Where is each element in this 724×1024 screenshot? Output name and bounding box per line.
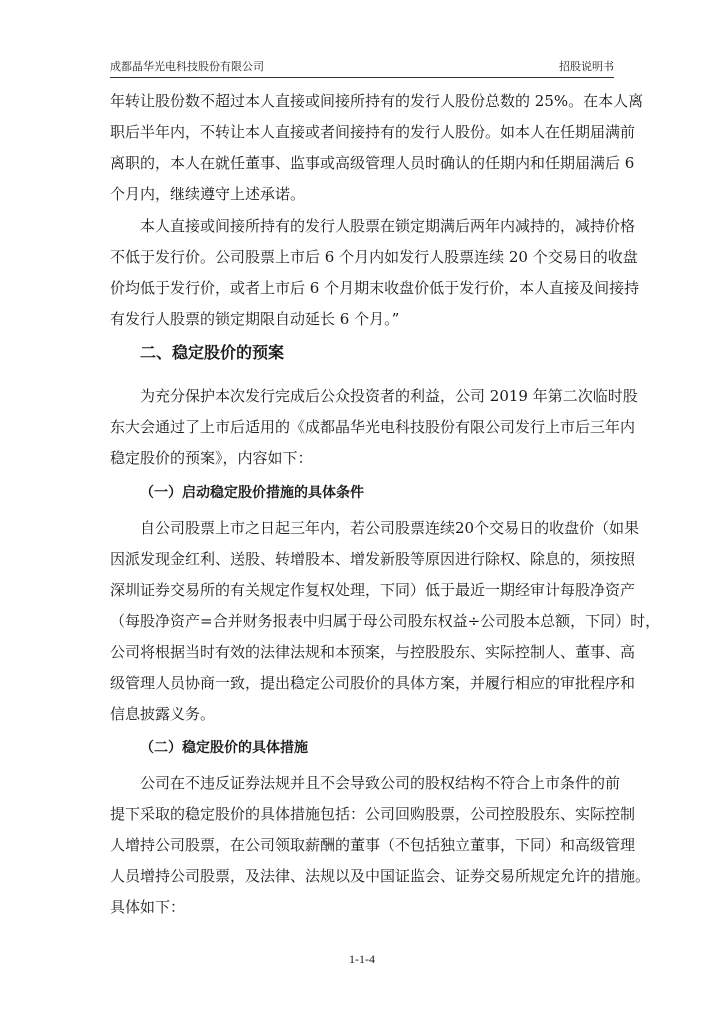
paragraph-line: 人员增持公司股票，及法律、法规以及中国证监会、证券交易所规定允许的措施。 — [110, 867, 651, 885]
subsection-heading: （二）稳定股价的具体措施 — [140, 740, 308, 756]
paragraph-line: 因派发现金红利、送股、转增股本、增发新股等原因进行除权、除息的，须按照 — [110, 550, 636, 568]
paragraph-line: 东大会通过了上市后适用的《成都晶华光电科技股份有限公司发行上市后三年内 — [110, 418, 636, 436]
paragraph-line: 职后半年内，不转让本人直接或者间接持有的发行人股份。如本人在任期届满前 — [110, 123, 636, 141]
paragraph-line: 级管理人员协商一致，提出稳定公司股价的具体方案，并履行相应的审批程序和 — [110, 674, 636, 692]
page-number: 1-1-4 — [349, 952, 375, 966]
paragraph-line: 信息披露义务。 — [110, 705, 216, 723]
paragraph-line: 为充分保护本次发行完成后公众投资者的利益，公司 2019 年第二次临时股 — [140, 387, 638, 405]
header-company-name: 成都晶华光电科技股份有限公司 — [110, 60, 264, 73]
section-heading: 二、稳定股价的预案 — [140, 343, 285, 362]
paragraph-line: 有发行人股票的锁定期限自动延长 6 个月。” — [110, 310, 400, 328]
paragraph-line: 稳定股价的预案》，内容如下： — [110, 449, 313, 467]
paragraph-line: 离职的，本人在就任董事、监事或高级管理人员时确认的任期内和任期届满后 6 — [110, 154, 635, 172]
paragraph-line: （每股净资产=合并财务报表中归属于母公司股东权益÷公司股本总额，下同）时， — [110, 612, 661, 630]
paragraph-line: 具体如下： — [110, 898, 186, 916]
paragraph-line: 深圳证券交易所的有关规定作复权处理，下同）低于最近一期经审计每股净资产 — [110, 581, 636, 599]
paragraph-line: 人增持公司股票，在公司领取薪酬的董事（不包括独立董事，下同）和高级管理 — [110, 836, 636, 854]
paragraph-line: 提下采取的稳定股价的具体措施包括：公司回购股票，公司控股股东、实际控制 — [110, 805, 636, 823]
header-doc-type: 招股说明书 — [559, 60, 614, 73]
paragraph-line: 公司将根据当时有效的法律法规和本预案，与控股股东、实际控制人、董事、高 — [110, 643, 636, 661]
page-header — [110, 58, 614, 76]
header-divider — [110, 77, 614, 78]
paragraph-line: 自公司股票上市之日起三年内，若公司股票连续20个交易日的收盘价（如果 — [140, 519, 640, 537]
paragraph-line: 年转让股份数不超过本人直接或间接所持有的发行人股份总数的 25%。在本人离 — [110, 92, 644, 110]
paragraph-line: 价均低于发行价，或者上市后 6 个月期末收盘价低于发行价，本人直接及间接持 — [110, 279, 640, 297]
paragraph-line: 不低于发行价。公司股票上市后 6 个月内如发行人股票连续 20 个交易日的收盘 — [110, 248, 638, 266]
paragraph-line: 公司在不违反证券法规并且不会导致公司的股权结构不符合上市条件的前 — [140, 774, 621, 792]
paragraph-line: 本人直接或间接所持有的发行人股票在锁定期满后两年内减持的，减持价格 — [140, 217, 636, 235]
subsection-heading: （一）启动稳定股价措施的具体条件 — [140, 485, 364, 501]
paragraph-line: 个月内，继续遵守上述承诺。 — [110, 185, 306, 203]
